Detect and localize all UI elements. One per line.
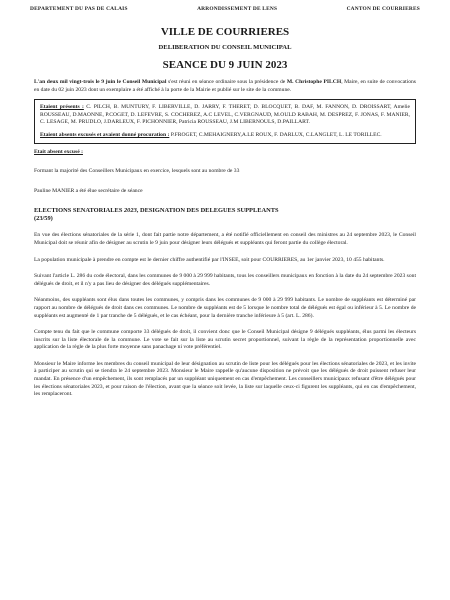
- body-paragraph-4: Néanmoins, des suppléants sont élus dans toutes les communes, y compris dans les communes de 9 000 à 29 999 habitants. Le nombre de suppléants est déterminé par rapport au nombre de délégués de droit dans ces communes. Le nombre de suppléants est de 5 lorsque le nombre total de délégués est égal ou inférieur à 5. Le nombre de suppléants est augmenté de 1 par tranche de 5 délégués, et le cas échéant, pour la dernière tranche inférieure à 5 (art. L. 286).: [34, 297, 416, 319]
- intro-text-2: , Maire, en suite de convocations en date du 02 juin 2023 dont un exemplaire a été affiché à la porte de la Mairie et publié sur le site de la commune.: [34, 79, 416, 93]
- excused-proxy-members: [40, 132, 410, 140]
- document-header: [30, 6, 420, 12]
- absent-label: Etait absent excusé :: [34, 148, 83, 155]
- intro-mayor-name: M. Christophe PILCH: [286, 79, 342, 85]
- header-canton: CANTON DE COURRIERES: [346, 6, 420, 12]
- header-department: DEPARTEMENT DU PAS DE CALAIS: [30, 6, 128, 12]
- town-title: VILLE DE COURRIERES: [160, 26, 290, 38]
- absent-members: [34, 149, 416, 157]
- secretary-statement: Pauline MANIER a été élue secrétaire de séance: [34, 187, 143, 194]
- excused-label: Etaient absents excusés et avaient donné procuration :: [40, 131, 170, 138]
- quorum-statement: Formant la majorité des Conseillers Municipaux en exercice, lesquels sont au nombre de 33: [34, 168, 240, 175]
- excused-names: P.FROGET, C.MEHAIGNERY,A.LE ROUX, F. DARLUX, C.LANGLET, L. LE TORILLEC.: [169, 131, 382, 138]
- intro-bold-start: L'an deux mil vingt-trois le 9 juin le Conseil Municipal: [34, 79, 167, 85]
- section-reference: (23/59): [34, 215, 53, 223]
- section-title-b: , DESIGNATION DES DELEGUES SUPPLEANTS: [136, 207, 279, 215]
- section-title-year: 2023: [123, 207, 137, 215]
- session-title: SEANCE DU 9 JUIN 2023: [162, 59, 288, 71]
- intro-paragraph: [34, 79, 416, 94]
- body-paragraph-5: Compte tenu du fait que le commune comporte 33 délégués de droit, il convient donc que le Conseil Municipal désigne 9 délégués suppléants, élus parmi les électeurs inscrits sur la liste électorale de la commune. Le vote se fait sur la liste au scrutin secret proportionnel, suivant la règle de la représentation proportionnelle avec application de la règle de la plus forte moyenne sans panachage ni vote préférentiel.: [34, 329, 416, 351]
- attendance-box: [34, 99, 416, 143]
- body-paragraph-1: En vue des élections sénatoriales de la série 1, dont fait partie notre département, a été notifié officiellement en conseil des ministres au 24 septembre 2023, le Conseil Municipal doit se réunir afin de désigner au scrutin le 9 juin pour désigner leurs délégués et suppléants qui feront partie du collège électoral.: [34, 232, 416, 246]
- body-paragraph-6: Monsieur le Maire informe les membres du conseil municipal de leur désignation au scrutin de liste pour les délégués pour les élections sénatoriales de 2023, et les invite à participer au scrutin qui se tiendra le 24 septembre 2023. Monsieur le Maire rappelle qu'aucune disposition ne prévoit que les délégués de droit puissent refuser leur mandat. En présence d'un empêchement, ils sont remplacés par un suppléant uniquement en cas d'empêchement. Les conseillers municipaux refusant d'être délégués pour les élections sénatoriales 2023, et pour raison de l'élection, avant que la séance soit levée, la liste sur laquelle ceux-ci figurent les suppléants, qui en cas d'empêchement, les remplaceront.: [34, 360, 416, 398]
- section-heading: [34, 207, 416, 223]
- present-members: [40, 104, 410, 127]
- intro-text-1: s'est réuni en séance ordinaire sous la présidence de: [166, 79, 287, 85]
- header-arrondissement: ARRONDISSEMENT DE LENS: [197, 6, 278, 12]
- deliberation-title: DELIBERATION DU CONSEIL MUNICIPAL: [158, 44, 292, 51]
- section-title-a: ELECTIONS SENATORIALES: [34, 207, 124, 215]
- present-names: C. PILCH, B. MUNTURY, F. LIBERVILLE, D. JARRY, F. THERET, D. BLOCQUET, B. DAF, M. FANNON, D. DROISSART, Amelie ROUSSEAU, D.MAONNE, P.COGET, D. LEFEVRE, S. COCHEREZ, A.C LEVEL, C.VERGNAUD, M.OULD RABAH, M. DESPREZ, F. JONAS, F. MANIER, C. LESAGE, M. PRUDLO, J.DARLEUX, F. PICHONNIER, Patricia ROUSSEAU, J.M LIBERNOULS, D.PAILLART.: [40, 104, 410, 126]
- body-paragraph-3: Suivant l'article L. 286 du code électoral, dans les communes de 9 000 à 29 999 habitants, tous les conseillers municipaux en fonction à la date du 24 septembre 2023 sont délégués de droit, et il n'y a pas lieu de désigner des délégués supplémentaires.: [34, 273, 416, 287]
- body-paragraph-2: La population municipale à prendre en compte est le dernier chiffre authentifié par l'INSEE, soit pour COURRIERES, au 1er janvier 2023, 10 455 habitants.: [34, 256, 385, 263]
- present-label: Etaient présents :: [40, 104, 84, 111]
